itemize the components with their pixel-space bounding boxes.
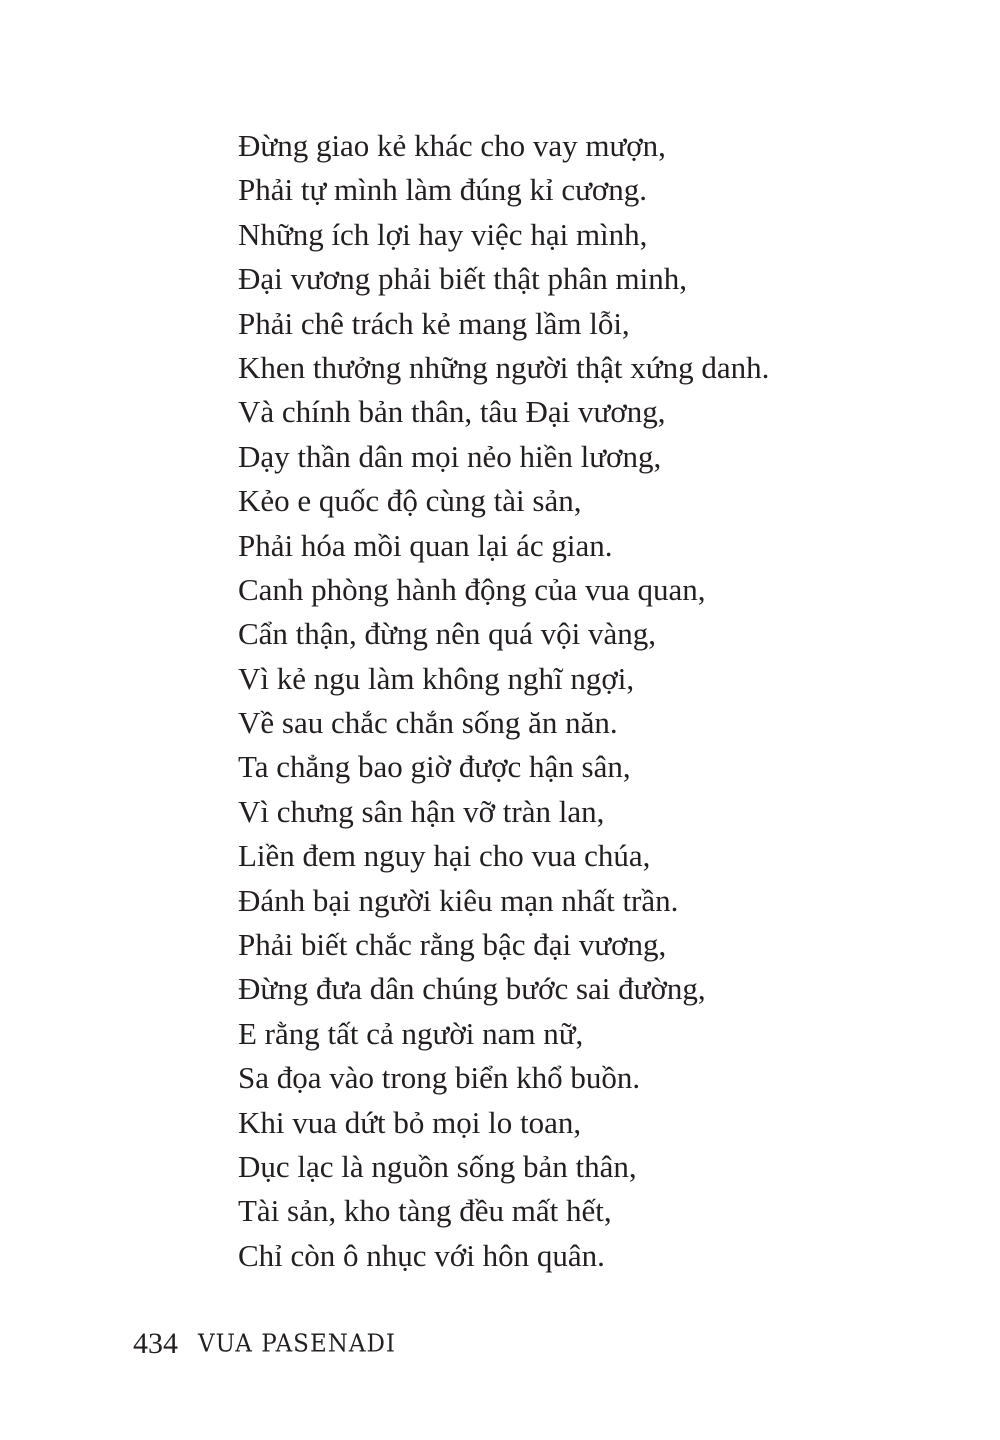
poem-line: Phải chê trách kẻ mang lầm lỗi,: [238, 305, 630, 341]
page-footer: [133, 1322, 396, 1366]
poem-line: Đừng giao kẻ khác cho vay mượn,: [238, 128, 666, 163]
poem-line: Canh phòng hành động của vua quan,: [238, 571, 706, 607]
poem-line: Đánh bại người kiêu mạn nhất trần.: [238, 882, 679, 918]
poem-line: Phải biết chắc rằng bậc đại vương,: [238, 927, 667, 963]
poem-line: Khi vua dứt bỏ mọi lo toan,: [238, 1104, 582, 1140]
poem-line: Vì kẻ ngu làm không nghĩ ngợi,: [238, 660, 635, 696]
poem-line: Và chính bản thân, tâu Đại vương,: [238, 394, 666, 430]
poem-line: Dục lạc là nguồn sống bản thân,: [238, 1148, 637, 1184]
poem-line: Kẻo e quốc độ cùng tài sản,: [238, 483, 582, 519]
page-number: 434: [133, 1327, 178, 1360]
poem-line: Ta chẳng bao giờ được hận sân,: [238, 749, 631, 785]
poem-line: Những ích lợi hay việc hại mình,: [238, 216, 648, 252]
poem-line: Cẩn thận, đừng nên quá vội vàng,: [238, 616, 657, 652]
poem-line: Tài sản, kho tàng đều mất hết,: [238, 1193, 612, 1229]
poem-line: Đại vương phải biết thật phân minh,: [238, 261, 688, 297]
poem-line: Phải hóa mồi quan lại ác gian.: [238, 527, 613, 563]
poem-text: [238, 124, 769, 1278]
running-title: VUA PASENADI: [198, 1330, 396, 1358]
poem-line: Phải tự mình làm đúng kỉ cương.: [238, 172, 648, 208]
poem-line: Dạy thần dân mọi nẻo hiền lương,: [238, 438, 662, 474]
poem-line: Liền đem nguy hại cho vua chúa,: [238, 838, 651, 874]
poem-line: Vì chưng sân hận vỡ tràn lan,: [238, 793, 605, 829]
poem-line: Khen thưởng những người thật xứng danh.: [238, 349, 770, 385]
poem-line: E rằng tất cả người nam nữ,: [238, 1015, 584, 1051]
poem-line: Sa đọa vào trong biển khổ buồn.: [238, 1060, 641, 1096]
poem-line: Đừng đưa dân chúng bước sai đường,: [238, 971, 706, 1007]
poem-line: Chỉ còn ô nhục với hôn quân.: [238, 1237, 605, 1273]
poem-line: Về sau chắc chắn sống ăn năn.: [238, 705, 618, 741]
